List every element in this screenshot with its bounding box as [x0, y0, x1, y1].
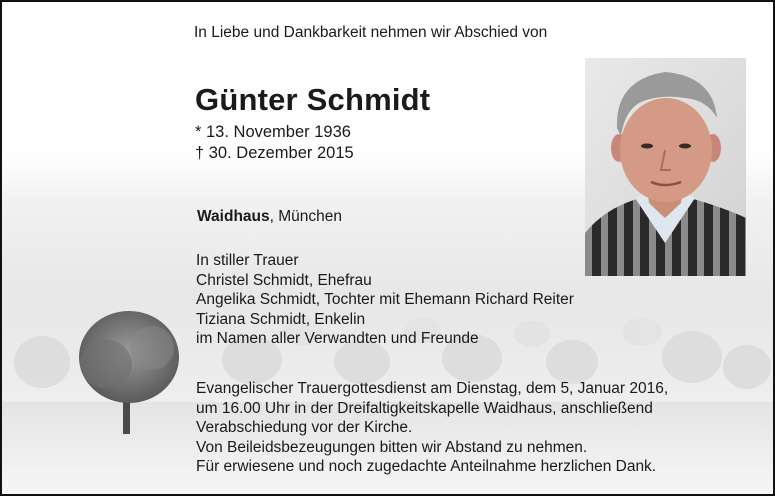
intro-line: In Liebe und Dankbarkeit nehmen wir Abschied von: [194, 24, 548, 41]
service-line: Für erwiesene und noch zugedachte Anteilnahme herzlichen Dank.: [196, 458, 657, 475]
death-date: † 30. Dezember 2015: [195, 144, 354, 162]
mourners-line: Tiziana Schmidt, Enkelin: [196, 310, 366, 328]
service-block: [196, 379, 668, 477]
mourners-line: Christel Schmidt, Ehefrau: [196, 271, 372, 289]
service-line: Verabschiedung vor der Kirche.: [196, 419, 413, 436]
mourners-block: [196, 251, 574, 349]
birth-date: * 13. November 1936: [195, 123, 351, 141]
deceased-name: Günter Schmidt: [195, 82, 431, 117]
place-primary: Waidhaus: [197, 208, 270, 225]
place-line: [197, 208, 342, 226]
mourners-line: im Namen aller Verwandten und Freunde: [196, 330, 479, 347]
mourners-line: Angelika Schmidt, Tochter mit Ehemann Richard Reiter: [196, 291, 574, 308]
mourners-line: In stiller Trauer: [196, 252, 299, 269]
place-secondary: , München: [269, 208, 343, 225]
service-line: um 16.00 Uhr in der Dreifaltigkeitskapelle Waidhaus, anschließend: [196, 399, 653, 417]
portrait-photo: [585, 58, 746, 276]
service-line: Von Beileidsbezeugungen bitten wir Abstand zu nehmen.: [196, 438, 588, 456]
service-line: Evangelischer Trauergottesdienst am Dienstag, dem 5, Januar 2016,: [196, 380, 669, 397]
